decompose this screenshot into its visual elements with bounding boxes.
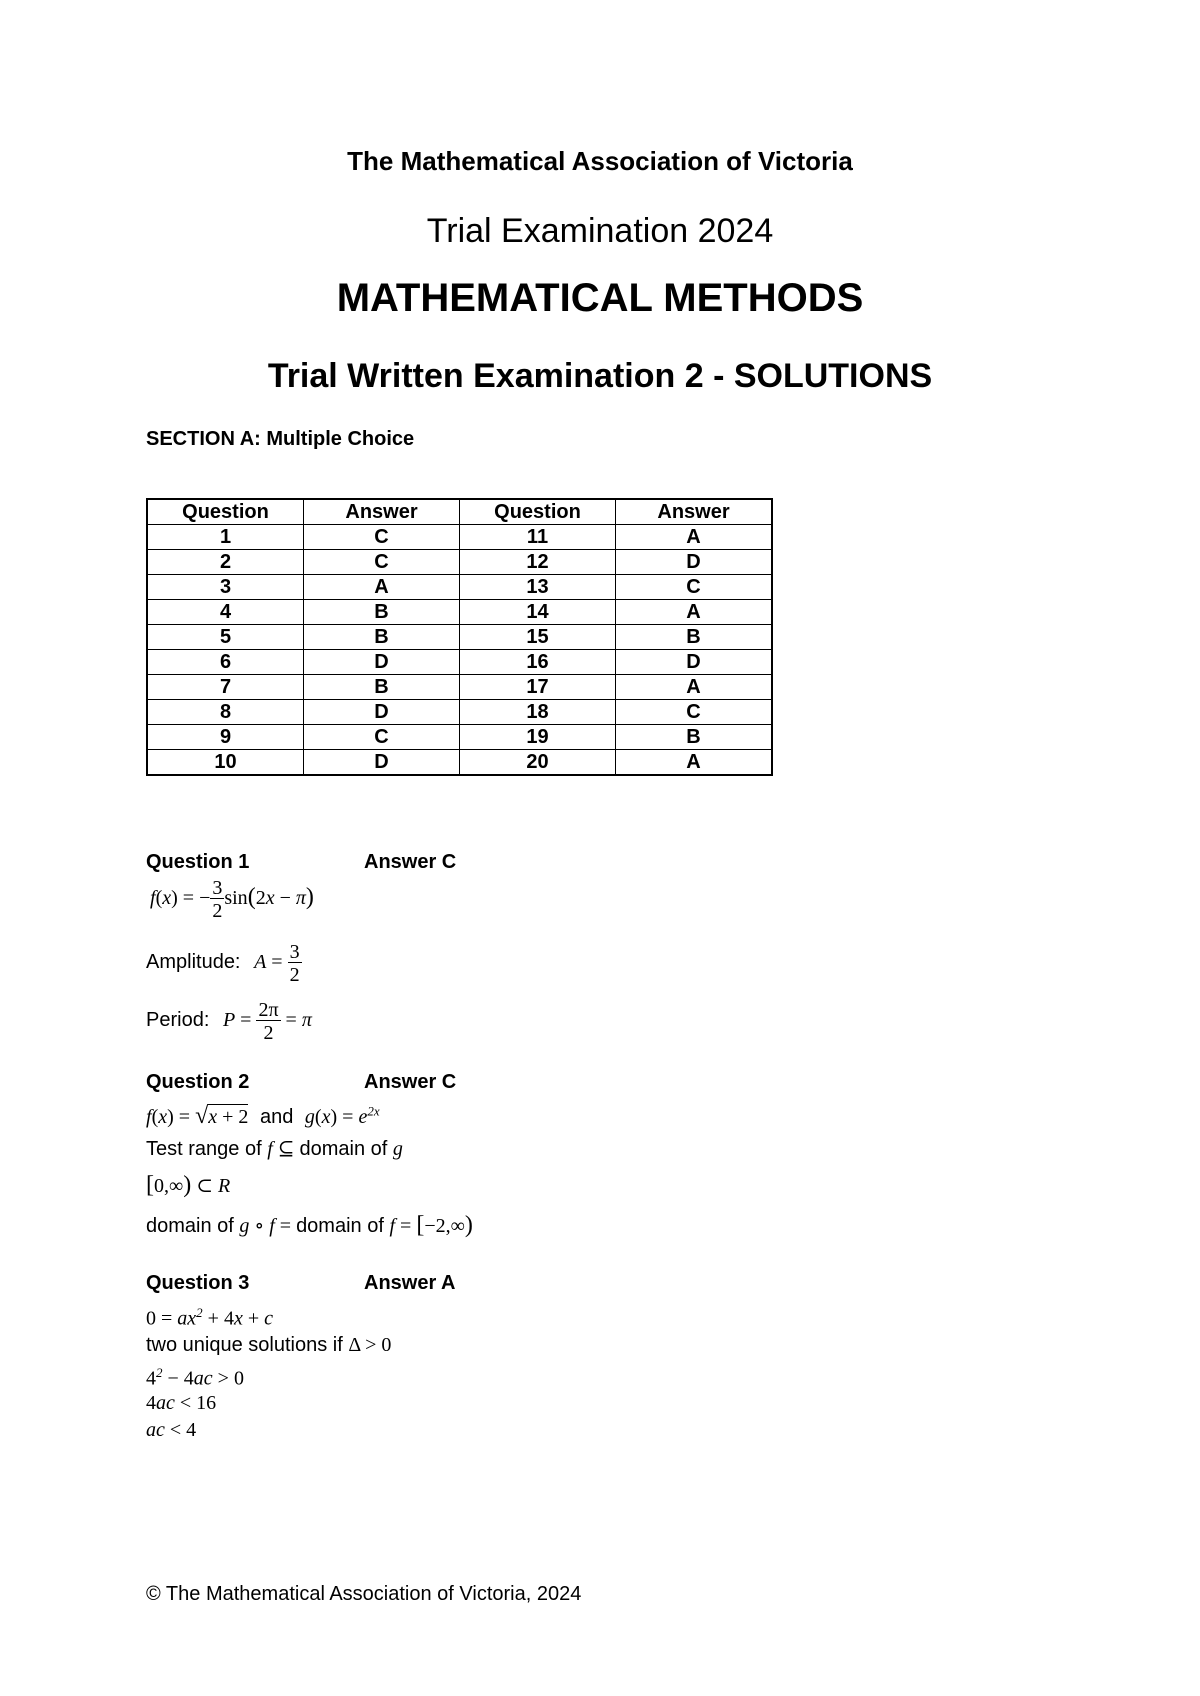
q2-test-range-line: Test range of f ⊆ domain of g [146, 1138, 403, 1160]
question-number-cell: 7 [147, 675, 304, 700]
answer-cell: B [616, 625, 773, 650]
two-unique-text: two unique solutions if [146, 1334, 343, 1356]
answer-cell: D [304, 700, 460, 725]
domain-of-text-2: domain of [296, 1215, 384, 1237]
and-word: and [259, 1106, 294, 1128]
table-row [147, 600, 772, 625]
column-header: Question [460, 499, 616, 525]
answer-cell: D [304, 750, 460, 776]
table-row [147, 750, 772, 776]
copyright-footer: © The Mathematical Association of Victoria, 2024 [146, 1583, 582, 1605]
column-header: Answer [616, 499, 773, 525]
answer-cell: A [616, 525, 773, 550]
question-number-cell: 17 [460, 675, 616, 700]
question-number-cell: 12 [460, 550, 616, 575]
question-number-cell: 20 [460, 750, 616, 776]
answer-cell: A [616, 675, 773, 700]
answer-cell: B [304, 625, 460, 650]
table-row [147, 550, 772, 575]
trial-title: Trial Examination 2024 [426, 212, 774, 250]
answer-cell: D [304, 650, 460, 675]
table-row [147, 650, 772, 675]
table-row [147, 625, 772, 650]
question-number-cell: 11 [460, 525, 616, 550]
answer-cell: D [616, 550, 773, 575]
question-number-cell: 14 [460, 600, 616, 625]
table-row [147, 725, 772, 750]
answer-cell: A [304, 575, 460, 600]
question-number-cell: 10 [147, 750, 304, 776]
test-range-mid: domain of [299, 1138, 388, 1160]
question-2-answer: Answer C [364, 1071, 457, 1093]
amplitude-label: Amplitude: [146, 951, 241, 974]
answer-cell: A [616, 600, 773, 625]
question-number-cell: 2 [147, 550, 304, 575]
answer-cell: C [616, 575, 773, 600]
q2-domain-line: domain of g ∘ f = domain of f = [−2,∞) [146, 1212, 473, 1238]
answer-cell: D [616, 650, 773, 675]
q1-period-line: Period: P = $\frac{2\pi}{2}$ = π [146, 999, 312, 1044]
answer-cell: C [304, 550, 460, 575]
table-row [147, 675, 772, 700]
question-number-cell: 18 [460, 700, 616, 725]
question-1-answer: Answer C [364, 851, 457, 873]
test-range-prefix: Test range of [146, 1138, 262, 1160]
answer-cell: C [304, 725, 460, 750]
q3-step-2: 4ac < 16 [146, 1392, 217, 1414]
table-row [147, 525, 772, 550]
question-number-cell: 3 [147, 575, 304, 600]
answer-cell: C [616, 700, 773, 725]
exam-title: Trial Written Examination 2 - SOLUTIONS [267, 357, 933, 395]
question-number-cell: 15 [460, 625, 616, 650]
question-3-answer: Answer A [364, 1272, 456, 1294]
subject-title: MATHEMATICAL METHODS [336, 276, 864, 320]
answer-cell: A [616, 750, 773, 776]
q3-step-3: ac < 4 [146, 1419, 197, 1441]
answer-cell: C [304, 525, 460, 550]
table-header-row [147, 499, 772, 525]
question-number-cell: 16 [460, 650, 616, 675]
organisation-heading: The Mathematical Association of Victoria [347, 146, 853, 176]
table-row [147, 575, 772, 600]
answer-cell: B [304, 675, 460, 700]
question-number-cell: 8 [147, 700, 304, 725]
question-number-cell: 1 [147, 525, 304, 550]
answer-table [146, 498, 773, 776]
question-1-label: Question 1 [146, 851, 250, 873]
question-number-cell: 5 [147, 625, 304, 650]
column-header: Answer [304, 499, 460, 525]
section-a-title: SECTION A: Multiple Choice [146, 428, 415, 450]
table-row [147, 700, 772, 725]
q1-function-equation: f(x) = − $\frac{3}{2}$ sin(2x − π) [150, 877, 314, 922]
q3-condition-line: two unique solutions if Δ > 0 [146, 1334, 392, 1356]
q3-equation: $0 = ax^2 + 4x + c$ [146, 1305, 274, 1330]
q3-step-1: $4^2 - 4ac > 0$ [146, 1365, 244, 1390]
q1-amplitude-line: Amplitude: A = $\frac{3}{2}$ [146, 941, 300, 986]
question-3-label: Question 3 [146, 1272, 250, 1294]
domain-of-text: domain of [146, 1215, 234, 1237]
answer-cell: B [304, 600, 460, 625]
question-number-cell: 19 [460, 725, 616, 750]
period-label: Period: [146, 1009, 210, 1032]
question-number-cell: 13 [460, 575, 616, 600]
column-header: Question [147, 499, 304, 525]
answer-cell: B [616, 725, 773, 750]
question-number-cell: 6 [147, 650, 304, 675]
q2-interval-line: [0,∞) ⊂ R [146, 1172, 231, 1198]
question-number-cell: 9 [147, 725, 304, 750]
question-number-cell: 4 [147, 600, 304, 625]
question-2-label: Question 2 [146, 1071, 250, 1093]
q2-functions-line: f(x) = √x + 2 and $g(x) = e^{2x}$ [146, 1103, 380, 1129]
